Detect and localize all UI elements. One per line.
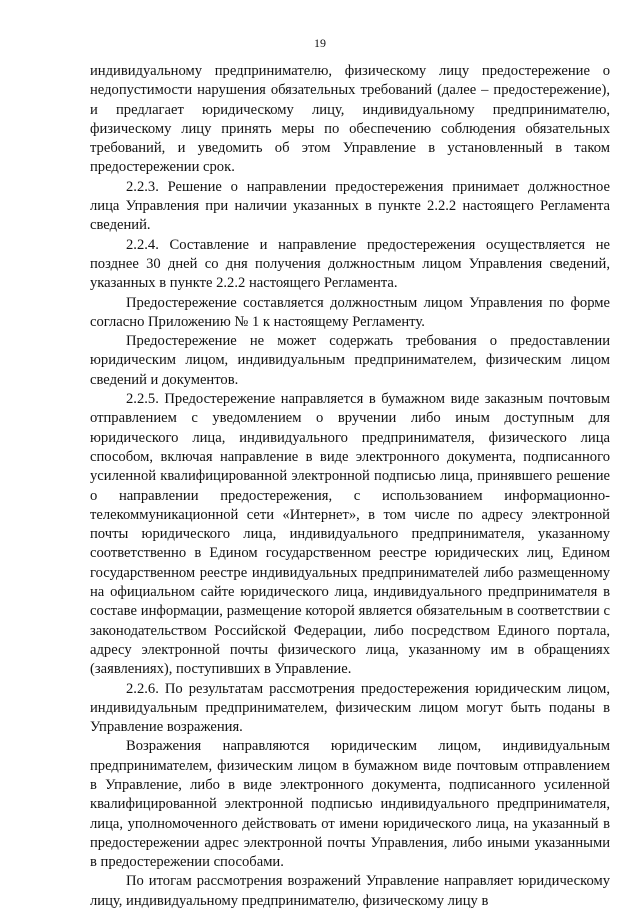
- paragraph: Предостережение не может содержать требования о предоставлении юридическим лицом, индивидуальным предпринимателем, физическим лицом сведений и документов.: [90, 333, 610, 388]
- paragraph: индивидуальному предпринимателю, физическому лицу предостережение о недопустимости нарушения обязательных требований (далее – предостережение), и предлагает юридическому лицу, индивидуальному предпринимателю, физическому лицу принять меры по обеспечению соблюдения обязательных требований, и уведомить об этом Управление в установленный в таком предостережении срок.: [90, 63, 610, 176]
- paragraph: Предостережение составляется должностным лицом Управления по форме согласно Приложению № 1 к настоящему Регламенту.: [90, 294, 610, 330]
- paragraph: 2.2.3. Решение о направлении предостережения принимает должностное лица Управления при наличии указанных в пункте 2.2.2 настоящего Регламента сведений.: [90, 178, 610, 234]
- paragraph: Возражения направляются юридическим лицом, индивидуальным предпринимателем, физическим лицом в бумажном виде почтовым отправлением в Управление, либо в виде электронного документа, подписанного усиленной квалифицированной электронной подписью индивидуального предпринимателя, лица, уполномоченного действовать от имени юридического лица, на указанный в предостережении адрес электронной почты Управления, либо иными указанными в предостережении способами.: [90, 738, 610, 871]
- paragraph: 2.2.5. Предостережение направляется в бумажном виде заказным почтовым отправлением с уведомлением о вручении либо иным доступным для юридического лица, индивидуального предпринимателя, физического лица способом, включая направление в виде электронного документа, подписанного усиленной квалифицированной электронной подписью лица, принявшего решение о направлении предостережения, с использованием информационно-телекоммуникационной сети «Интернет», в том числе по адресу электронной почты юридического лица, индивидуального предпринимателя, указанному соответственно в Едином государственном реестре юридических лиц, Едином государственном реестре индивидуальных предпринимателей либо размещенному на официальном сайте юридического лица, индивидуального предпринимателя в составе информации, размещение которой является обязательным в соответствии с законодательством Российской Федерации, либо посредством Единого портала, адресу электронной почты физического лица, указанному им в обращениях (заявлениях), поступивших в Управление.: [90, 391, 610, 678]
- paragraph: По итогам рассмотрения возражений Управление направляет юридическому лицу, индивидуальному предпринимателю, физическому лицу в: [90, 873, 610, 909]
- paragraph: 2.2.6. По результатам рассмотрения предостережения юридическим лицом, индивидуальным предпринимателем, физическим лицом могут быть поданы в Управление возражения.: [90, 680, 610, 736]
- document-body: [90, 62, 610, 911]
- page-number: 19: [314, 36, 326, 50]
- paragraph: 2.2.4. Составление и направление предостережения осуществляется не позднее 30 дней со дня получения должностным лицом Управления сведений, указанных в пункте 2.2.2 настоящего Регламента.: [90, 236, 610, 292]
